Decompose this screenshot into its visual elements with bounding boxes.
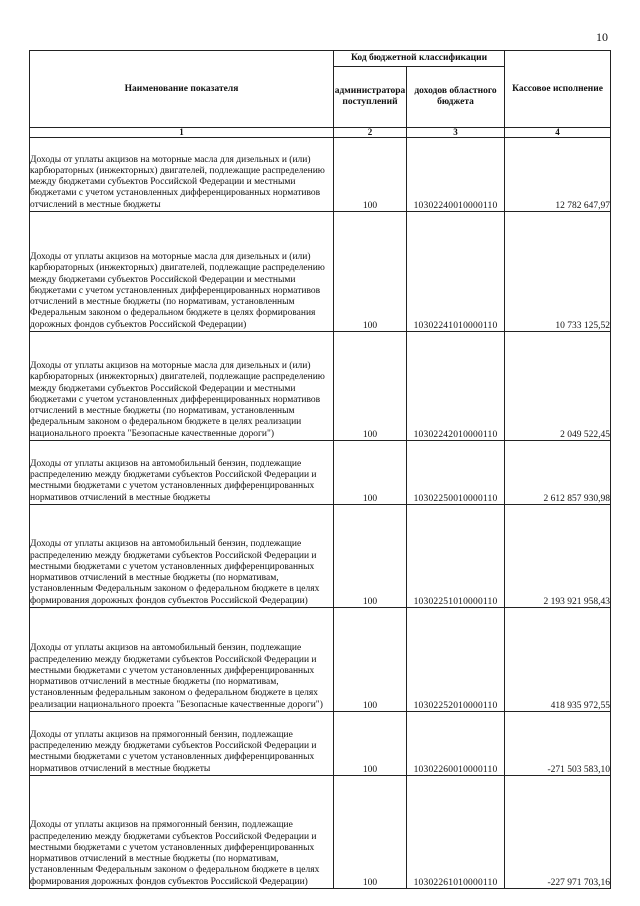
budget-classification-code-header: Код бюджетной классификации: [334, 51, 505, 67]
indicator-name: Доходы от уплаты акцизов на автомобильный бензин, подлежащие распределению между бюджетами субъектов Российской Федерации и местными бюджетами с учетом установленных дифференцированных нормативов отчислений в местные бюджеты (по нормативам, установленным Федеральным законом о федеральном бюджете в целях формирования дорожных фондов субъектов Российской Федерации): [30, 505, 334, 608]
revenue-code: 10302261010000110: [407, 776, 505, 889]
table-row: [30, 712, 611, 776]
revenue-code-header: доходов областного бюджета: [407, 66, 505, 127]
indicator-name: Доходы от уплаты акцизов на моторные масла для дизельных и (или) карбюраторных (инжекторных) двигателей, подлежащие распределению между бюджетами субъектов Российской Федерации и местными бюджетами с учетом установленных дифференцированных нормативов отчислений в местные бюджеты: [30, 138, 334, 212]
revenue-code: 10302241010000110: [407, 212, 505, 332]
page-number: 10: [596, 30, 608, 44]
indicator-name: Доходы от уплаты акцизов на прямогонный бензин, подлежащие распределению между бюджетами субъектов Российской Федерации и местными бюджетами с учетом установленных дифференцированных нормативов отчислений в местные бюджеты (по нормативам, установленным Федеральным законом о федеральном бюджете в целях формирования дорожных фондов субъектов Российской Федерации): [30, 776, 334, 889]
cash-execution-amount: 10 733 125,52: [505, 212, 611, 332]
cash-execution-amount: -227 971 703,16: [505, 776, 611, 889]
budget-revenue-table: [29, 50, 611, 889]
administrator-header: администратора поступлений: [334, 66, 407, 127]
indicator-name: Доходы от уплаты акцизов на моторные масла для дизельных и (или) карбюраторных (инжекторных) двигателей, подлежащие распределению между бюджетами субъектов Российской Федерации и местными бюджетами с учетом установленных дифференцированных нормативов отчислений в местные бюджеты (по нормативам, установленным Федеральным законом о федеральном бюджете в целях формирования дорожных фондов субъектов Российской Федерации): [30, 212, 334, 332]
cash-execution-amount: 12 782 647,97: [505, 138, 611, 212]
column-number: 4: [505, 128, 611, 138]
revenue-code: 10302251010000110: [407, 505, 505, 608]
administrator-code: 100: [334, 138, 407, 212]
revenue-code: 10302240010000110: [407, 138, 505, 212]
column-number: 1: [30, 128, 334, 138]
table-row: [30, 332, 611, 441]
administrator-code: 100: [334, 332, 407, 441]
cash-execution-amount: 2 193 921 958,43: [505, 505, 611, 608]
indicator-name: Доходы от уплаты акцизов на прямогонный бензин, подлежащие распределению между бюджетами субъектов Российской Федерации и местными бюджетами с учетом установленных дифференцированных нормативов отчислений в местные бюджеты: [30, 712, 334, 776]
table-row: [30, 212, 611, 332]
administrator-code: 100: [334, 608, 407, 712]
column-number: 3: [407, 128, 505, 138]
administrator-code: 100: [334, 712, 407, 776]
revenue-code: 10302242010000110: [407, 332, 505, 441]
table-row: [30, 505, 611, 608]
indicator-name-header: Наименование показателя: [30, 51, 334, 128]
cash-execution-amount: -271 503 583,10: [505, 712, 611, 776]
revenue-code: 10302250010000110: [407, 441, 505, 505]
cash-execution-amount: 418 935 972,55: [505, 608, 611, 712]
revenue-code: 10302252010000110: [407, 608, 505, 712]
column-number: 2: [334, 128, 407, 138]
table-row: [30, 608, 611, 712]
administrator-code: 100: [334, 212, 407, 332]
indicator-name: Доходы от уплаты акцизов на автомобильный бензин, подлежащие распределению между бюджетами субъектов Российской Федерации и местными бюджетами с учетом установленных дифференцированных нормативов отчислений в местные бюджеты (по нормативам, установленным федеральным законом о федеральном бюджете в целях реализации национального проекта "Безопасные качественные дороги"): [30, 608, 334, 712]
cash-execution-header: Кассовое исполнение: [505, 51, 611, 128]
table-row: [30, 441, 611, 505]
indicator-name: Доходы от уплаты акцизов на автомобильный бензин, подлежащие распределению между бюджетами субъектов Российской Федерации и местными бюджетами с учетом установленных дифференцированных нормативов отчислений в местные бюджеты: [30, 441, 334, 505]
revenue-code: 10302260010000110: [407, 712, 505, 776]
table-row: [30, 138, 611, 212]
cash-execution-amount: 2 612 857 930,98: [505, 441, 611, 505]
table-row: [30, 776, 611, 889]
administrator-code: 100: [334, 505, 407, 608]
cash-execution-amount: 2 049 522,45: [505, 332, 611, 441]
administrator-code: 100: [334, 441, 407, 505]
indicator-name: Доходы от уплаты акцизов на моторные масла для дизельных и (или) карбюраторных (инжекторных) двигателей, подлежащие распределению между бюджетами субъектов Российской Федерации и местными бюджетами с учетом установленных дифференцированных нормативов отчислений в местные бюджеты (по нормативам, установленным федеральным законом о федеральном бюджете в целях реализации национального проекта "Безопасные качественные дороги"): [30, 332, 334, 441]
administrator-code: 100: [334, 776, 407, 889]
